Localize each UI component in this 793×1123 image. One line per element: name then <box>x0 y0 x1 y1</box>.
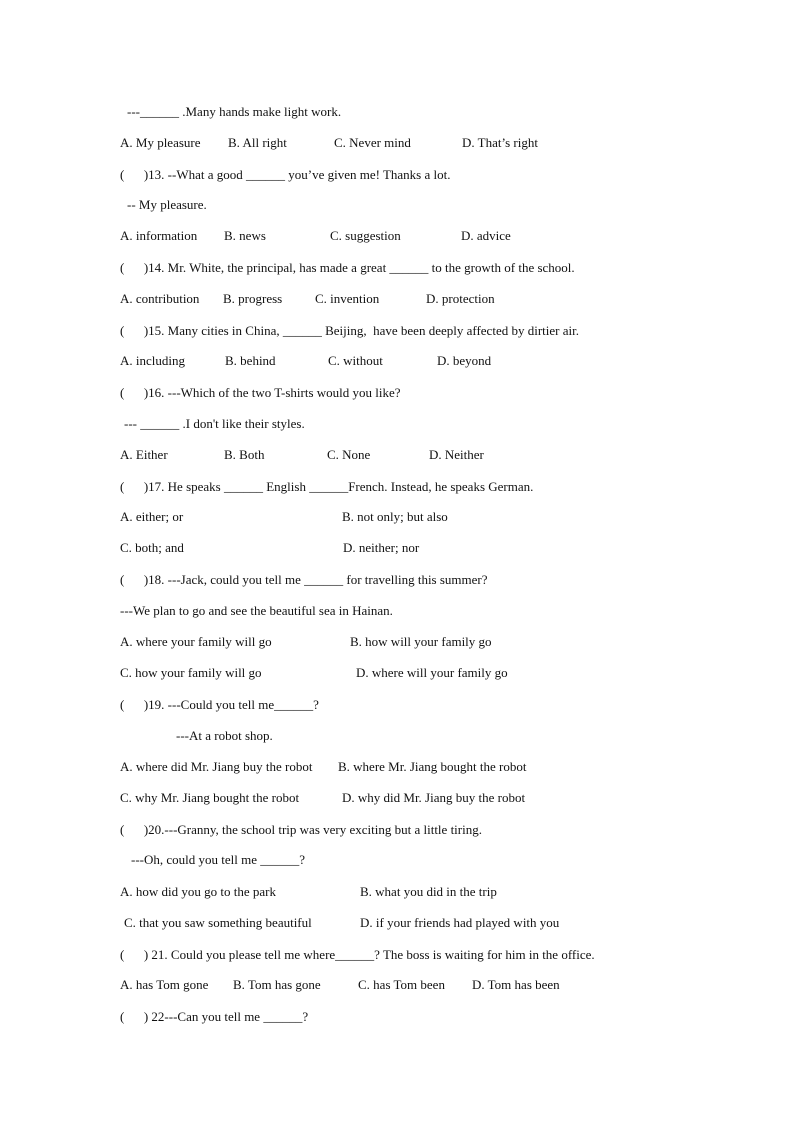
option-c: C. None <box>327 447 371 462</box>
option-d: D. advice <box>461 228 511 243</box>
option-b: B. Tom has gone <box>233 977 321 992</box>
option-c: C. how your family will go <box>120 665 262 680</box>
option-d: D. protection <box>426 291 495 306</box>
option-c: C. suggestion <box>330 228 401 243</box>
option-d: D. beyond <box>437 353 492 368</box>
question-13: ( )13. --What a good ______ you’ve given me! Thanks a lot. <box>120 167 451 182</box>
question-19: ( )19. ---Could you tell me______? <box>120 697 319 712</box>
option-d: D. if your friends had played with you <box>360 915 560 930</box>
option-d: D. Tom has been <box>472 977 560 992</box>
option-d: D. why did Mr. Jiang buy the robot <box>342 790 526 805</box>
option-c: C. invention <box>315 291 380 306</box>
option-a: A. including <box>120 353 185 368</box>
option-b: B. how will your family go <box>350 634 492 649</box>
option-b: B. where Mr. Jiang bought the robot <box>338 759 527 774</box>
option-a: A. information <box>120 228 198 243</box>
option-c: C. why Mr. Jiang bought the robot <box>120 790 300 805</box>
option-d: D. Neither <box>429 447 484 462</box>
answer-line: ---______ .Many hands make light work. <box>127 104 342 119</box>
option-a: A. My pleasure <box>120 135 201 150</box>
option-a: A. has Tom gone <box>120 977 209 992</box>
option-a: A. either; or <box>120 509 184 524</box>
option-a: A. Either <box>120 447 168 462</box>
option-c: C. that you saw something beautiful <box>124 915 312 930</box>
question-14: ( )14. Mr. White, the principal, has made a great ______ to the growth of the school. <box>120 260 575 275</box>
option-c: C. both; and <box>120 540 184 555</box>
option-b: B. what you did in the trip <box>360 884 497 899</box>
question-17: ( )17. He speaks ______ English ______French. Instead, he speaks German. <box>120 479 534 494</box>
option-b: B. Both <box>224 447 265 462</box>
answer-line: -- My pleasure. <box>127 197 207 212</box>
option-c: C. Never mind <box>334 135 411 150</box>
option-b: B. All right <box>228 135 287 150</box>
question-18: ( )18. ---Jack, could you tell me ______ for travelling this summer? <box>120 572 488 587</box>
question-21: ( ) 21. Could you please tell me where______? The boss is waiting for him in the office. <box>120 947 595 962</box>
answer-line: ---Oh, could you tell me ______? <box>131 852 306 867</box>
option-b: B. progress <box>223 291 283 306</box>
option-d: D. That’s right <box>462 135 538 150</box>
option-a: A. where did Mr. Jiang buy the robot <box>120 759 313 774</box>
question-22: ( ) 22---Can you tell me ______? <box>120 1009 309 1024</box>
option-c: C. without <box>328 353 383 368</box>
option-b: B. not only; but also <box>342 509 448 524</box>
option-d: D. neither; nor <box>343 540 420 555</box>
option-a: A. contribution <box>120 291 200 306</box>
option-b: B. behind <box>225 353 276 368</box>
answer-line: --- ______ .I don't like their styles. <box>124 416 305 431</box>
question-15: ( )15. Many cities in China, ______ Beijing, have been deeply affected by dirtier air. <box>120 323 579 338</box>
option-a: A. how did you go to the park <box>120 884 276 899</box>
question-16: ( )16. ---Which of the two T-shirts would you like? <box>120 385 401 400</box>
answer-line: ---We plan to go and see the beautiful sea in Hainan. <box>120 603 393 618</box>
question-20: ( )20.---Granny, the school trip was very exciting but a little tiring. <box>120 822 482 837</box>
option-a: A. where your family will go <box>120 634 272 649</box>
option-c: C. has Tom been <box>358 977 445 992</box>
option-b: B. news <box>224 228 266 243</box>
answer-line: ---At a robot shop. <box>176 728 273 743</box>
option-d: D. where will your family go <box>356 665 508 680</box>
